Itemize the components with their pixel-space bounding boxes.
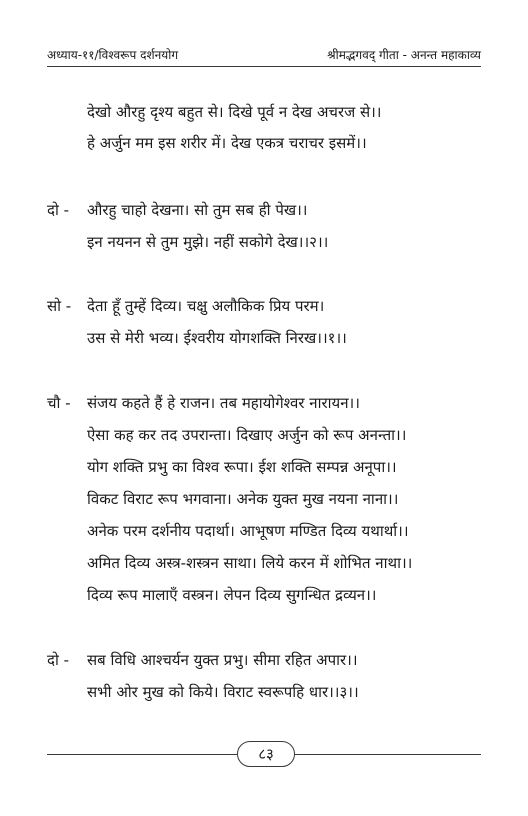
verse-line: योग शक्ति प्रभु का विश्व रूपा। ईश शक्ति सम्पन्न अनूपा।। xyxy=(87,458,397,476)
footer-rule-right xyxy=(293,754,481,755)
chapter-title: अध्याय-११/विश्वरूप दर्शनयोग xyxy=(47,48,179,62)
verse-line: सभी ओर मुख को किये। विराट स्वरूपहि धार।।३।। xyxy=(87,683,359,701)
verse-line: ऐसा कह कर तद उपरान्ता। दिखाए अर्जुन को रूप अनन्ता।। xyxy=(87,426,407,444)
verse-type-marker: चौ - xyxy=(47,394,71,412)
verse-line: देखो औरहु दृश्य बहुत से। दिखे पूर्व न देख अचरज से।। xyxy=(87,103,382,121)
verse-line: अनेक परम दर्शनीय पदार्था। आभूषण मण्डित दिव्य यथार्था।। xyxy=(87,522,409,540)
verse-line: देता हूँ तुम्हें दिव्य। चक्षु अलौकिक प्रिय परम। xyxy=(87,297,325,315)
verse-line: औरहु चाहो देखना। सो तुम सब ही पेख।। xyxy=(87,201,308,219)
running-header xyxy=(47,40,481,67)
verse-type-marker: सो - xyxy=(47,297,72,315)
verse-line: संजय कहते हैं हे राजन। तब महायोगेश्वर नारायन।। xyxy=(87,394,360,412)
verse-type-marker: दो - xyxy=(47,651,70,669)
verse-type-marker: दो - xyxy=(47,201,70,219)
verse-line: उस से मेरी भव्य। ईश्वरीय योगशक्ति निरख।।१।। xyxy=(87,329,347,347)
footer-rule-left xyxy=(47,754,237,755)
page-number: ८३ xyxy=(237,741,295,767)
verse-line: दिव्य रूप मालाएँ वस्त्रन। लेपन दिव्य सुगन्धित द्रव्यन।। xyxy=(87,586,377,604)
verse-line: अमित दिव्य अस्त्र-शस्त्रन साथा। लिये करन में शोभित नाथा।। xyxy=(87,554,413,572)
book-title: श्रीमद्भगवद् गीता - अनन्त महाकाव्य xyxy=(327,48,481,62)
verse-line: विकट विराट रूप भगवाना। अनेक युक्त मुख नयना नाना।। xyxy=(87,490,399,508)
verse-line: सब विधि आश्चर्यन युक्त प्रभु। सीमा रहित अपार।। xyxy=(87,651,358,669)
verse-line: इन नयनन से तुम मुझे। नहीं सकोगे देख।।२।। xyxy=(87,233,329,251)
verse-line: हे अर्जुन मम इस शरीर में। देख एकत्र चराचर इसमें।। xyxy=(87,134,367,152)
